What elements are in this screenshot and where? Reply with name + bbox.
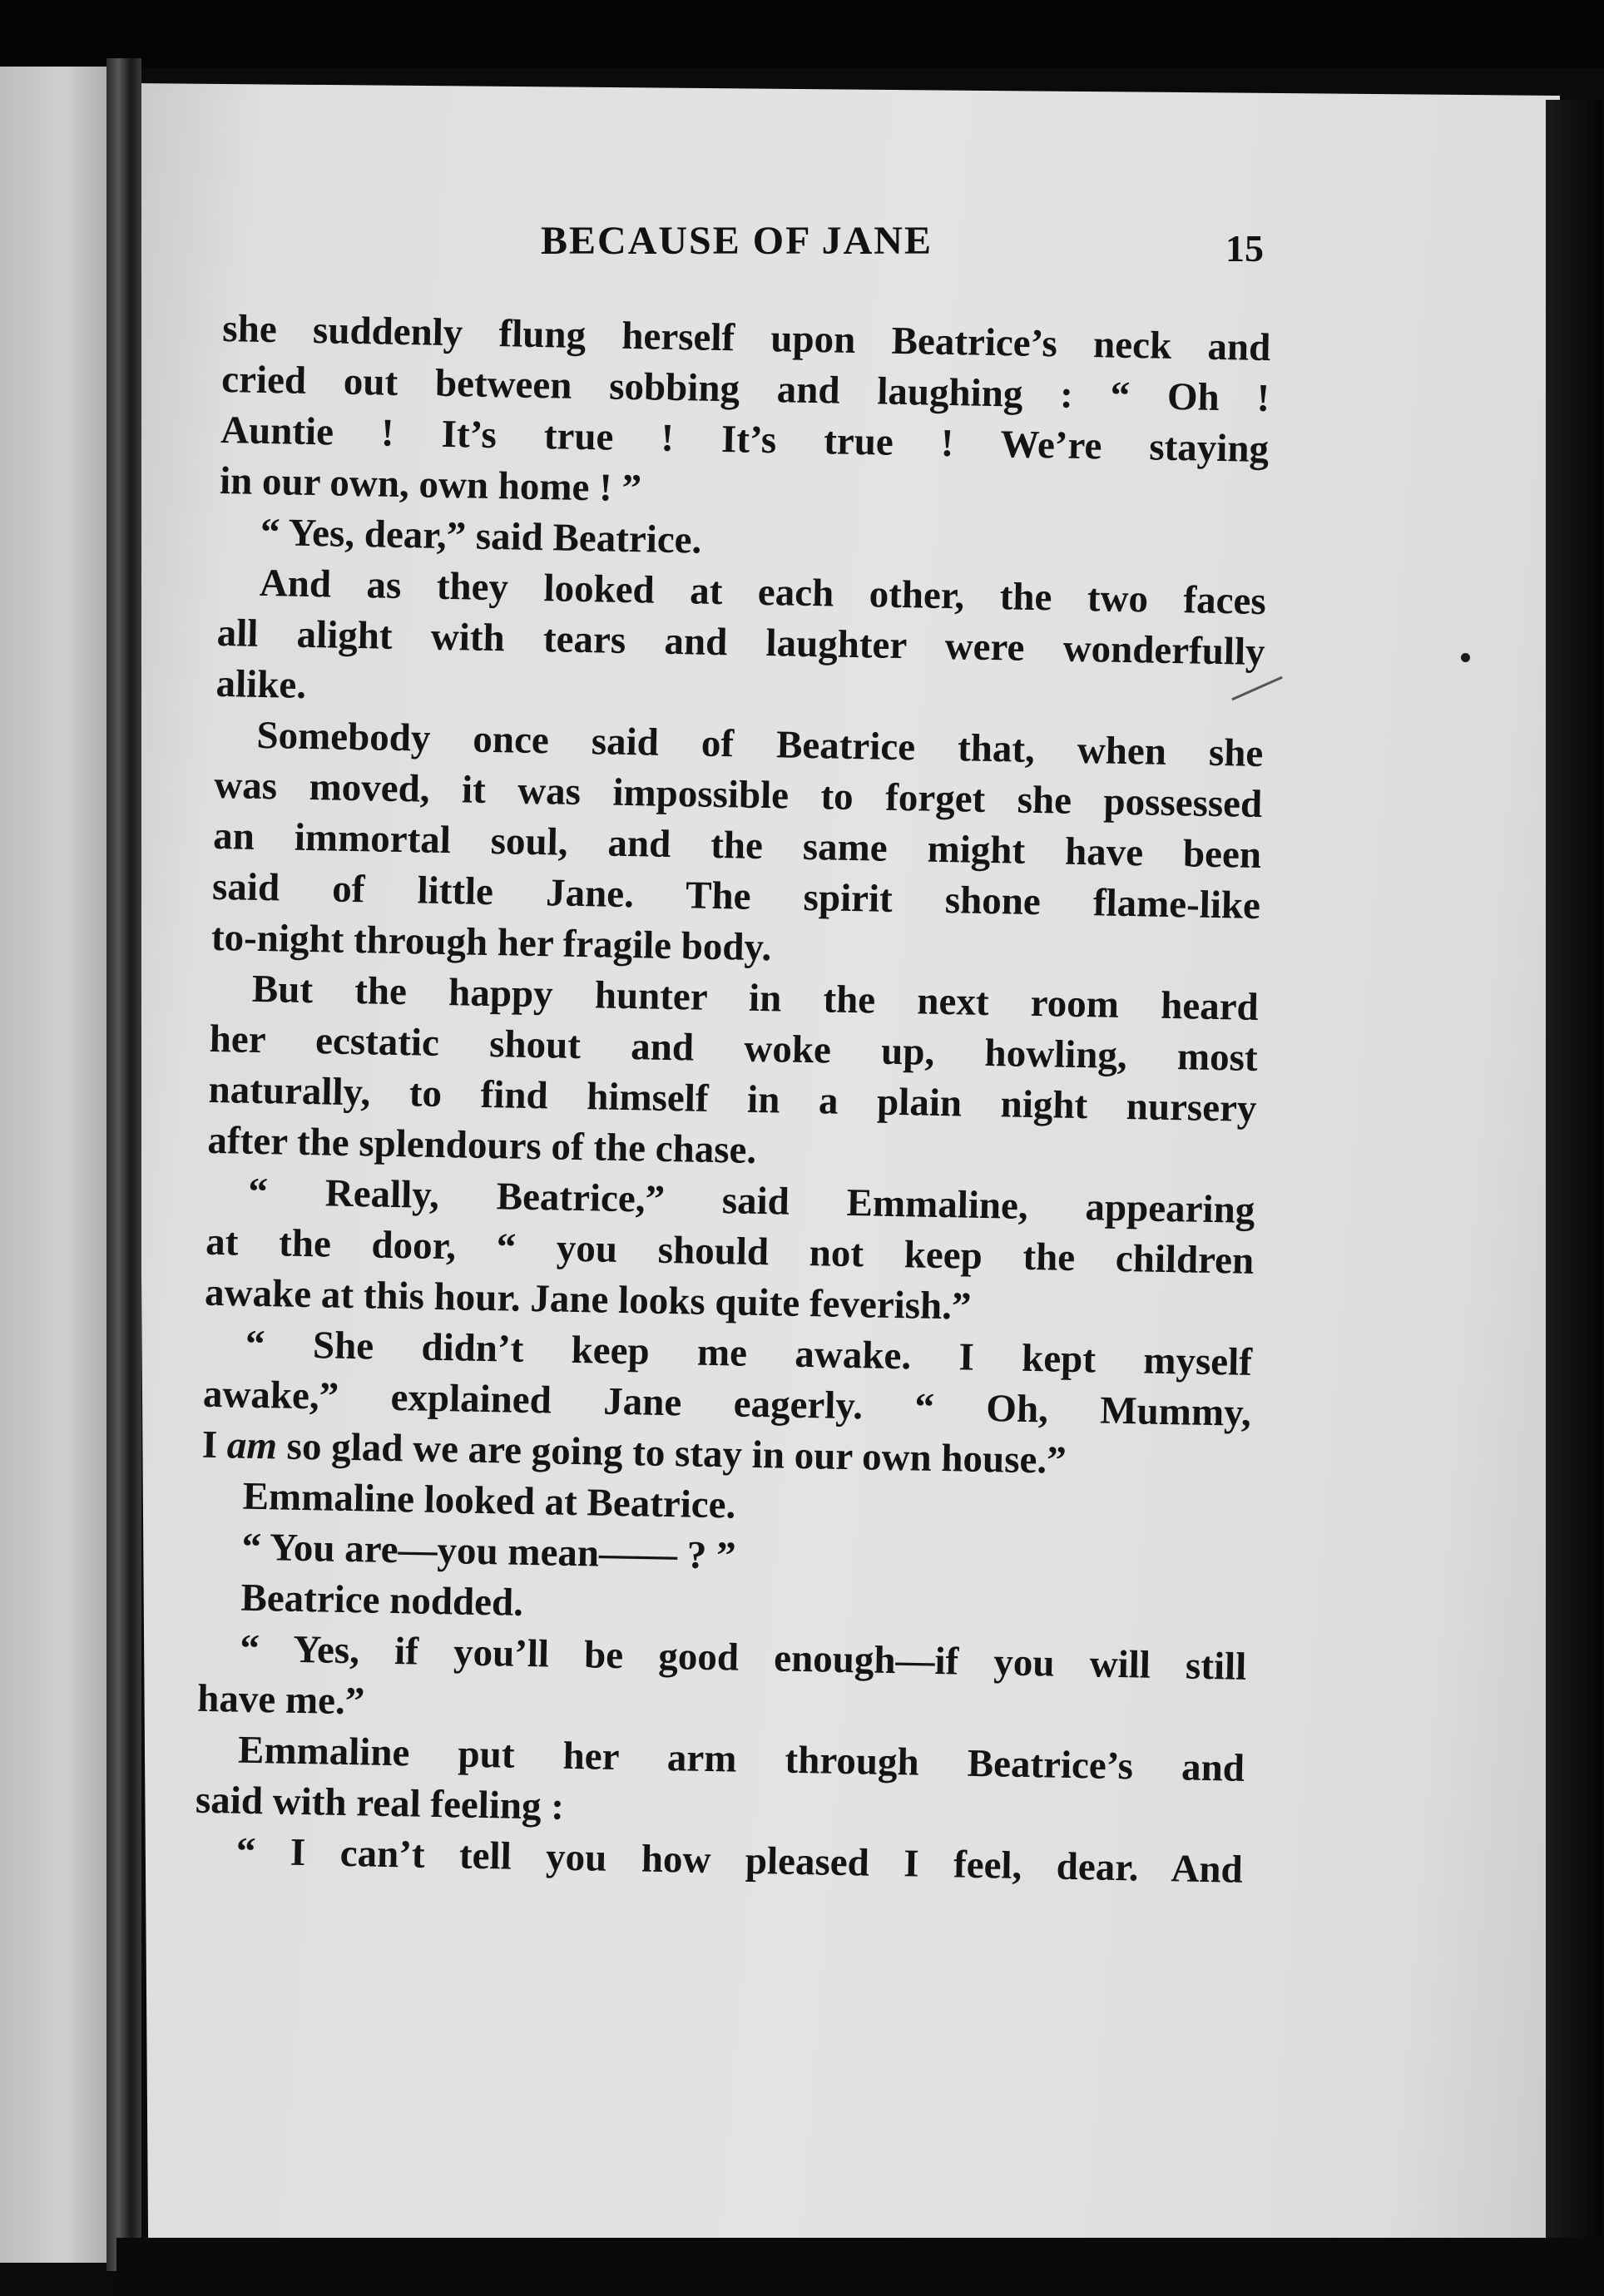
text-line: have me.” (196, 1676, 365, 1724)
text-line: naturally, to find himself in a plain night nursery (208, 1067, 1257, 1131)
text-line: to-night through her fragile body. (210, 915, 772, 970)
text-line: cried out between sobbing and laughing : “ Oh ! (220, 357, 1270, 421)
text-line: awake at this hour. Jane looks quite feverish.” (204, 1270, 972, 1329)
text-line: her ecstatic shout and woke up, howling, most (209, 1017, 1259, 1080)
text-line: Emmaline looked at Beatrice. (242, 1474, 736, 1527)
emphasis: am (226, 1423, 278, 1468)
text-line: said of little Jane. The spirit shone flame-like (211, 864, 1261, 928)
text-line: “ Yes, if you’ll be good enough—if you will still (239, 1626, 1247, 1689)
text-line: But the happy hunter in the next room heard (251, 967, 1260, 1029)
text-line: “ Really, Beatrice,” said Emmaline, appearing (247, 1170, 1255, 1232)
text-line: “ Yes, dear,” said Beatrice. (260, 510, 702, 562)
text-line: “ You are—you mean—— ? ” (241, 1525, 737, 1578)
scan-background-top (0, 0, 1604, 68)
facing-page-edge (0, 67, 116, 2263)
text-line: I am so glad we are going to stay in our own house.” (201, 1423, 1067, 1482)
page-bottom-shadow (116, 2238, 1604, 2296)
text-line: in our own, own home ! ” (219, 458, 642, 511)
text-line: alike. (215, 661, 307, 707)
text-line: “ She didn’t keep me awake. I kept myself (245, 1322, 1253, 1384)
text-line: Beatrice nodded. (240, 1576, 524, 1625)
text-line: Somebody once said of Beatrice that, when she (256, 713, 1264, 775)
text-line: at the door, “ you should not keep the children (205, 1220, 1255, 1283)
book-gutter (106, 58, 141, 2271)
text-line: an immortal soul, and the same might have been (212, 814, 1262, 877)
text-line: after the splendours of the chase. (207, 1118, 757, 1172)
text-line: And as they looked at each other, the two faces (259, 561, 1267, 624)
text-line: Auntie ! It’s true ! It’s true ! We’re staying (220, 408, 1270, 472)
body-text (194, 304, 1270, 1896)
text-line: Emmaline put her arm through Beatrice’s and (237, 1728, 1245, 1790)
page-number: 15 (1225, 227, 1264, 270)
text-line: awake,” explained Jane eagerly. “ Oh, Mummy, (202, 1372, 1252, 1435)
page-edge-shadow (1546, 100, 1602, 2279)
text-line: “ I can’t tell you how pleased I feel, dear. And (235, 1829, 1244, 1892)
text-line: she suddenly flung herself upon Beatrice’s neck and (221, 306, 1271, 370)
ink-speck (1461, 653, 1470, 662)
text-line: said with real feeling : (195, 1778, 565, 1828)
text-line: was moved, it was impossible to forget she possessed (213, 763, 1263, 826)
running-title: BECAUSE OF JANE (541, 219, 933, 263)
text-line: all alight with tears and laughter were wonderfully (216, 611, 1266, 675)
